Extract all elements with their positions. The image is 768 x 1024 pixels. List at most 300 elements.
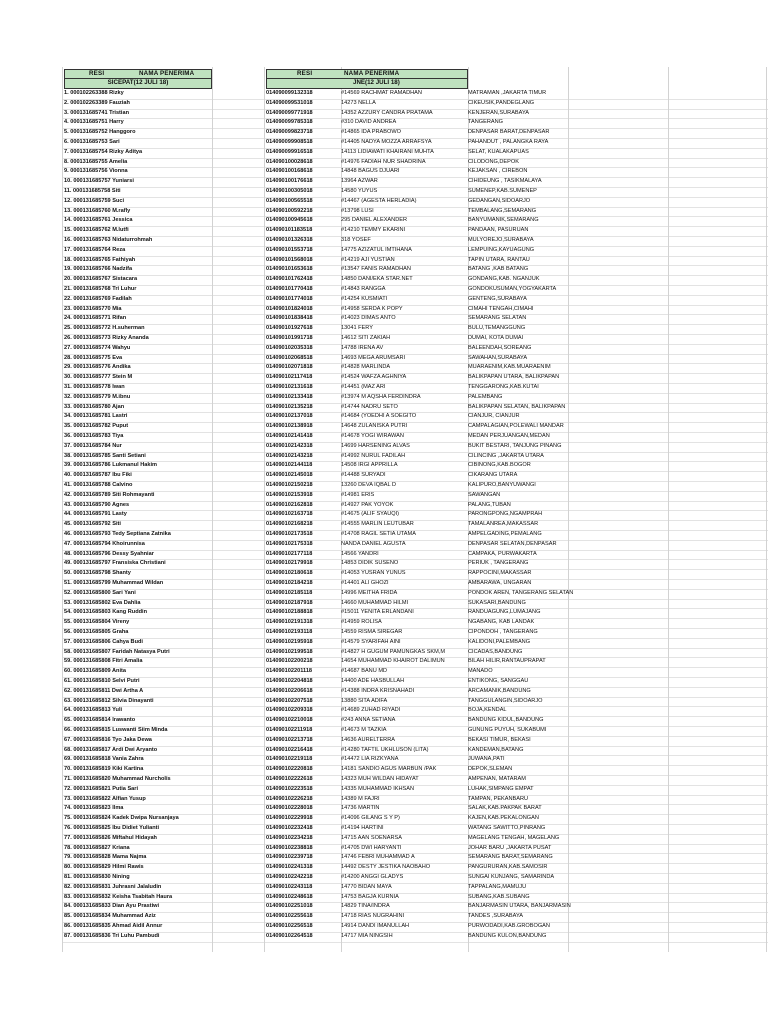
right-row-resi: 014090099916518: [266, 148, 313, 155]
right-row-resi: 014090102173518: [266, 531, 313, 537]
left-row: 29. 000131685776 Andika: [64, 364, 131, 371]
left-row: 20. 000131685767 Sistacara: [64, 276, 138, 283]
right-row-resi: 014090099908518: [266, 139, 313, 145]
right-row-name: #14200 ANGGI GLADYS: [341, 874, 404, 880]
right-row-city: PURWODADI,KAB.GROBOGAN: [468, 923, 550, 929]
right-row-resi: 014090102150218: [266, 482, 313, 488]
right-row-resi: 014090102220818: [266, 766, 313, 773]
left-row: 63. 000131685812 Silvia Dinayanti: [64, 697, 154, 704]
left-row: 60. 000131685809 Anita: [64, 668, 126, 675]
right-row-resi: 014090101568018: [266, 256, 313, 263]
left-row: 52. 000131685800 Sari Yani: [64, 589, 136, 596]
right-row-resi: 014090102201118: [266, 668, 313, 675]
right-row-city: DUMAI, KOTA DUMAI: [468, 335, 524, 341]
right-row-resi: 014090102163718: [266, 511, 313, 518]
left-row: 64. 000131685813 Yuli: [64, 707, 123, 714]
right-row-resi: 014090102251018: [266, 903, 313, 910]
right-row-name: #310 DAVID ANDREA: [341, 119, 397, 126]
right-row-city: KALIDONI,PALEMBANG: [468, 638, 531, 645]
right-row-resi: 014090102175318: [266, 540, 313, 547]
column-gridline: [766, 67, 767, 952]
right-row-name: #14705 DWI HARYANTI: [341, 844, 402, 851]
right-row-resi: 014090102179918: [266, 560, 313, 567]
left-row: 18. 000131685765 Fathiyah: [64, 256, 136, 263]
left-row: 28. 000131685775 Eva: [64, 354, 123, 361]
right-row-name: #14210 TEMMY EKARINI: [341, 227, 406, 234]
right-row-city: TAPPALANG,MAMUJU: [468, 883, 527, 890]
right-row-name: 13880 SITA ADIFA: [341, 697, 388, 704]
left-row: 37. 000131685784 Nur: [64, 442, 122, 449]
right-row-resi: 014090101824018: [266, 305, 313, 312]
right-row-name: #14194 HARTINI: [341, 825, 384, 831]
left-row: 39. 000131685786 Lukmanul Hakim: [64, 462, 157, 469]
right-row-name: #14053 YUSRAN YUNUS: [341, 570, 406, 577]
right-row-resi: 014090102187918: [266, 599, 313, 606]
right-row-name: 14566 YANDRI: [341, 550, 379, 557]
left-row: 16. 000131685763 Nidaturrohmah: [64, 237, 153, 243]
right-row-name: #14744 NADRU SETO: [341, 403, 398, 410]
right-row-city: WATANG SAWITTO,PINRANG: [468, 825, 546, 831]
right-row-name: #14401 ALI GHOZI: [341, 580, 389, 586]
right-row-city: BEKASI TIMUR, BEKASI: [468, 736, 531, 743]
right-row-name: #15011 YENITA ERLANDANI: [341, 609, 414, 616]
right-row-resi: 014090099132318: [266, 90, 313, 96]
right-row-resi: 014090101183518: [266, 227, 313, 234]
right-row-city: PARONGPONG,NGAMPRAH: [468, 511, 543, 518]
right-row-resi: 014090102241318: [266, 864, 313, 871]
right-row-resi: 014090102223518: [266, 785, 313, 792]
right-row-name: 14492 DESTY JESTIKA NAOBAHO: [341, 864, 431, 871]
left-row: 49. 000131685797 Fransiska Christiani: [64, 560, 166, 567]
right-row-city: AMBARAWA, UNGARAN: [468, 580, 532, 586]
right-row-resi: 014090100305018: [266, 188, 313, 194]
right-row-name: #14579 SYARIFAH AINI: [341, 638, 401, 645]
left-row: 24. 000131685771 Rifan: [64, 315, 127, 322]
right-header-resi: RESI: [297, 70, 313, 77]
right-row-resi: 014090102135218: [266, 403, 313, 410]
right-row-name: 295 DANIEL ALEXANDER: [341, 217, 408, 224]
right-row-name: #14976 FADIAH NUR SHADRINA: [341, 158, 426, 165]
left-row: 54. 000131685803 Kang Ruddin: [64, 609, 148, 616]
right-row-name: 14753 BAGJA KURNIA: [341, 893, 399, 900]
right-header: [266, 69, 468, 79]
right-row-resi: 014090102191318: [266, 619, 313, 626]
right-row-resi: 014090102210018: [266, 717, 313, 724]
right-row-resi: 014090101762418: [266, 276, 313, 283]
left-row: 44. 000131685791 Lasty: [64, 511, 127, 518]
left-row: 61. 000131685810 Selvi Putri: [64, 678, 140, 684]
right-row-name: 14718 RIAS NUGRAHINI: [341, 913, 405, 920]
right-row-resi: 014090102068518: [266, 354, 313, 361]
right-row-resi: 014090102117418: [266, 374, 313, 381]
right-row-city: CIPONDOH , TANGERANG: [468, 629, 538, 635]
right-row-city: SAWAHAN,SURABAYA: [468, 354, 528, 361]
left-row: 66. 000131685815 Luswanti Siim Minda: [64, 727, 168, 733]
right-row-name: #14254 KUSMIATI: [341, 295, 388, 302]
right-row-city: BATANG ,KAB BATANG: [468, 266, 529, 273]
right-row-name: #14388 INDRA KRISNAHADI: [341, 687, 415, 694]
right-row-city: SALAK,KAB.PAKPAK BARAT: [468, 805, 542, 812]
right-row-resi: 014090102255618: [266, 913, 313, 920]
right-row-resi: 014090102177118: [266, 550, 313, 557]
column-gridline: [62, 67, 63, 952]
right-row-name: 14699 HARSENING ALVAS: [341, 442, 410, 449]
right-row-city: KENJERAN,SURABAYA: [468, 109, 530, 116]
right-subheader: JNE(12 JULI 18): [266, 79, 468, 89]
left-row: 62. 000131685811 Dwi Artha A: [64, 687, 144, 694]
right-row-name: 14717 MIA NINGSIH: [341, 932, 393, 939]
column-gridline: [212, 67, 213, 952]
right-row-resi: 014090102207518: [266, 697, 313, 704]
right-row-resi: 014090102239718: [266, 854, 313, 861]
right-row-city: GUNUNG PUYUH, SUKABUMI: [468, 727, 547, 733]
left-row: 51. 000131685799 Muhammad Wildan: [64, 580, 164, 586]
left-row: 1. 000102263388 Rizky: [64, 90, 124, 96]
right-row-resi: 014090102137018: [266, 413, 313, 420]
right-row-resi: 014090101991718: [266, 335, 313, 341]
right-row-name: 14508 IRGI APPRILLA: [341, 462, 398, 469]
right-row-city: BUKIT BESTARI, TANJUNG PINANG: [468, 442, 562, 449]
right-row-name: 14788 IRENA AV: [341, 344, 384, 351]
right-row-city: TENGGARONG,KAB.KUTAI: [468, 384, 539, 390]
right-row-name: #14689 ZUHAD RIYADI: [341, 707, 401, 714]
right-row-city: AMPENAN, MATARAM: [468, 776, 526, 782]
right-row-city: MATRAMAN ,JAKARTA TIMUR: [468, 90, 547, 96]
right-row-name: #14219 AJI YUSTIAN: [341, 256, 395, 263]
right-row-city: PERIUK , TANGERANG: [468, 560, 529, 567]
left-row: 8. 000131685755 Amelia: [64, 158, 128, 165]
right-row-name: 14770 BIDAN MAYA: [341, 883, 392, 890]
right-row-name: 14914 DANDI IMANULLAH: [341, 923, 410, 929]
left-row: 55. 000131685804 Vireny: [64, 619, 130, 626]
right-row-city: ARCAMANIK,BANDUNG: [468, 687, 531, 694]
right-row-name: #13798 LUSI: [341, 207, 374, 214]
right-row-name: 14746 FEBRI MUHAMMAD A: [341, 854, 415, 861]
right-row-city: TAPIN UTARA, RANTAU: [468, 256, 530, 263]
left-row: 4. 000131685751 Harry: [64, 119, 124, 126]
right-row-name: #14959 ROLISA: [341, 619, 382, 626]
left-row: 34. 000131685781 Lastri: [64, 413, 128, 420]
right-row-city: MANADO: [468, 668, 493, 675]
right-row-resi: 014090101774018: [266, 295, 313, 302]
left-row: 65. 000131685814 Irawanto: [64, 717, 136, 724]
right-row-resi: 014090101838418: [266, 315, 313, 322]
right-row-resi: 014090099823718: [266, 129, 313, 136]
right-row-name: #14828 MARLINDA: [341, 364, 391, 371]
right-row-name: #14569 RACHMAT RAMADHAN: [341, 90, 422, 96]
right-row-city: CIMAHI TENGAH,CIMAHI: [468, 305, 534, 312]
right-row-name: #14467 (AGESTA HERLADIA): [341, 197, 417, 204]
column-gridline: [264, 67, 265, 952]
right-row-resi: 014090102219118: [266, 756, 313, 763]
right-row-resi: 014090099785318: [266, 119, 313, 126]
right-row-name: 14775 AZIZATUL IMTIHANA: [341, 246, 412, 253]
left-row: 71. 000131685820 Muhammad Nurcholis: [64, 776, 171, 782]
left-header-nama: NAMA PENERIMA: [139, 70, 195, 77]
right-row-city: NGABANG, KAB LANDAK: [468, 619, 535, 626]
right-row-city: CICADAS,BANDUNG: [468, 648, 523, 655]
left-row: 74. 000131685823 Ilma: [64, 805, 124, 812]
right-row-name: #14488 SURYADI: [341, 472, 386, 479]
left-row: 41. 000131685788 Calvino: [64, 482, 133, 488]
right-row-name: 14848 BAGUS DJUARI: [341, 168, 400, 175]
right-row-resi: 014090102206618: [266, 687, 313, 694]
right-row-name: 13041 FERY: [341, 325, 373, 332]
right-row-name: #14865 IDA PRABOWO: [341, 129, 402, 136]
right-row-city: BANJARMASIN UTARA, BANJARMASIN: [468, 903, 571, 910]
right-row-city: BALIKPAPAN SELATAN, BALIKPAPAN: [468, 403, 566, 410]
right-row-city: TANGERANG: [468, 119, 504, 126]
right-row-city: GEDANGAN,SIDOARJO: [468, 197, 531, 204]
right-row-city: BILAH HILIR,RANTAUPRAPAT: [468, 658, 546, 665]
right-row-resi: 014090102153918: [266, 491, 313, 498]
left-row: 59. 000131685808 Fitri Amalia: [64, 658, 143, 665]
left-row: 21. 000131685768 Tri Luhur: [64, 286, 137, 292]
right-row-resi: 014090102232418: [266, 825, 313, 831]
left-row: 73. 000131685822 Alfian Yusup: [64, 795, 146, 802]
right-row-resi: 014090102200218: [266, 658, 313, 665]
right-row-city: CAMPALAGIAN,POLEWALI MANDAR: [468, 423, 564, 430]
left-row: 70. 000131685819 Kiki Kartina: [64, 766, 144, 773]
right-row-name: 14612 SITI ZAKIAH: [341, 335, 391, 341]
right-row-city: PALANG,TUBAN: [468, 501, 511, 508]
right-row-resi: 014090102216418: [266, 746, 313, 753]
right-row-city: CIBINONG,KAB.BOGOR: [468, 462, 531, 469]
right-row-name: #14684 (YOEDHI A SOEGITO: [341, 413, 417, 420]
right-row-name: #14675 (ALIF SYAUQI): [341, 511, 400, 518]
right-row-name: 14323 MUH WILDAN HIDAYAT: [341, 776, 419, 782]
left-row: 2. 000102263389 Fauziah: [64, 99, 130, 106]
right-row-city: GONDOKUSUMAN,YOGYAKARTA: [468, 286, 557, 292]
right-row-resi: 014090102242218: [266, 874, 313, 880]
left-row: 79. 000131685828 Mama Najma: [64, 854, 147, 861]
left-row: 85. 000131685834 Muhammad Aziz: [64, 913, 156, 920]
right-row-name: #14451 (MAZ ARI: [341, 384, 386, 390]
left-row: 53. 000131685802 Eva Dahlia: [64, 599, 141, 606]
right-row-name: 14850 DANI/EKA STAR.NET: [341, 276, 413, 283]
right-row-city: DENPASAR BARAT,DENPASAR: [468, 129, 550, 136]
right-row-city: ENTIKONG, SANGGAU: [468, 678, 529, 684]
right-row-resi: 014090100168618: [266, 168, 313, 175]
right-row-city: PANDAAN, PASURUAN: [468, 227, 529, 234]
right-row-resi: 014090101553718: [266, 246, 313, 253]
right-row-city: KALIPURO,BANYUWANGI: [468, 482, 536, 488]
right-row-name: 14273 NELLA: [341, 99, 376, 106]
right-row-city: SUNGAI KUNJANG, SAMARINDA: [468, 874, 555, 880]
right-row-city: BOJA,KENDAL: [468, 707, 507, 714]
right-row-city: BULU,TEMANGGUNG: [468, 325, 526, 332]
left-header-resi: RESI: [89, 70, 105, 77]
left-row: 10. 000131685757 Yuniarsi: [64, 178, 134, 185]
left-row: 77. 000131685826 Miftahul Hidayah: [64, 834, 157, 841]
right-row-city: DEPOK,SLEMAN: [468, 766, 513, 773]
right-row-city: MAGELANG TENGAH, MAGELANG: [468, 834, 560, 841]
right-row-name: #14280 TAFTIL UKHLUSON (LITA): [341, 746, 429, 753]
left-row: 50. 000131685798 Shanty: [64, 570, 131, 577]
right-row-city: BALEENDAH,SOREANG: [468, 344, 532, 351]
left-row: 82. 000131685831 Juhrasni Jalaludin: [64, 883, 162, 890]
right-row-name: 13260 DEVA IQBAL D: [341, 482, 397, 488]
left-row: 48. 000131685796 Dessy Syahniar: [64, 550, 154, 557]
right-row-resi: 014090101326318: [266, 237, 313, 243]
left-row: 80. 000131685829 Hilmi Rawis: [64, 864, 144, 871]
left-row: 13. 000131685760 M.rafly: [64, 207, 131, 214]
right-row-resi: 014090102248618: [266, 893, 313, 900]
right-row-name: #14472 LIA RIZKYANA: [341, 756, 399, 763]
right-row-city: TANGGULANGIN,SIDOARJO: [468, 697, 543, 704]
right-row-name: 14352 AZZURY CANDRA PRATAMA: [341, 109, 433, 116]
left-row: 14. 000131685761 Jessica: [64, 217, 133, 224]
left-row: 9. 000131685756 Vionna: [64, 168, 128, 175]
right-header-nama: NAMA PENERIMA: [344, 70, 400, 77]
right-row-resi: 014090101770418: [266, 286, 313, 292]
right-row-name: #243 ANNA SETIANA: [341, 717, 396, 724]
right-row-city: PALEMBANG: [468, 393, 503, 400]
right-row-city: BALIKPAPAN UTARA, BALIKPAPAN: [468, 374, 560, 381]
right-row-resi: 014090102184218: [266, 580, 313, 586]
right-row-city: JOHAR BARU ,JAKARTA PUSAT: [468, 844, 552, 851]
right-row-city: KEJAKSAN , CIREBON: [468, 168, 528, 175]
right-row-name: 14113 LIDIAWATI KHAIRANI MUHTA: [341, 148, 434, 155]
right-row-resi: 014090102226218: [266, 795, 313, 802]
right-row-city: TAMALANREA,MAKASSAR: [468, 521, 539, 528]
right-row-resi: 014090102168218: [266, 521, 313, 528]
right-row-city: TAMPAN, PEKANBARU: [468, 795, 529, 802]
right-row-resi: 014090102133418: [266, 393, 313, 400]
left-row: 19. 000131685766 Nadzifa: [64, 266, 133, 273]
right-row-city: TEMBALANG,SEMARANG: [468, 207, 537, 214]
right-row-city: RAPPOCINI,MAKASSAR: [468, 570, 532, 577]
left-row: 81. 000131685830 Nining: [64, 874, 130, 880]
left-row: 35. 000131685782 Puput: [64, 423, 129, 430]
left-row: 69. 000131685818 Vania Zahra: [64, 756, 144, 763]
right-row-city: CILINCING ,JAKARTA UTARA: [468, 452, 544, 459]
left-row: 56. 000131685805 Graha: [64, 629, 129, 635]
left-row: 33. 000131685780 Ajan: [64, 403, 125, 410]
left-row: 76. 000131685825 Ibu Didiet Yulianti: [64, 825, 160, 831]
left-row: 84. 000131685833 Dian Ayu Prastiwi: [64, 903, 160, 910]
right-row-resi: 014090102188818: [266, 609, 313, 616]
right-row-city: MEDAN PERJUANGAN,MEDAN: [468, 433, 550, 439]
right-row-resi: 014090100592218: [266, 207, 313, 214]
right-row-city: SUKASARI,BANDUNG: [468, 599, 526, 606]
right-row-city: SUBANG,KAB.SUBANG: [468, 893, 530, 900]
right-row-resi: 014090102193118: [266, 629, 313, 635]
left-row: 27. 000131685774 Wahyu: [64, 344, 131, 351]
right-row-name: 14648 ZULANISKA PUTRI: [341, 423, 408, 430]
right-row-city: LEMPUING,KAYUAGUNG: [468, 246, 535, 253]
left-row: 43. 000131685790 Agnes: [64, 501, 130, 508]
right-row-name: #13547 FANIS RAMADHAN: [341, 266, 411, 273]
left-row: 30. 000131685777 Stein M: [64, 374, 133, 381]
right-row-resi: 014090100176618: [266, 178, 313, 185]
left-row: 31. 000131685778 Iwan: [64, 384, 125, 390]
right-row-name: 14389 M FAJRI: [341, 795, 380, 802]
left-row: 72. 000131685821 Putia Sari: [64, 785, 139, 792]
right-row-city: TANDES ,SURABAYA: [468, 913, 524, 920]
right-row-resi: 014090102228018: [266, 805, 313, 812]
right-row-name: #14992 NURUL FADILAH: [341, 452, 406, 459]
left-row: 25. 000131685772 H.suherman: [64, 325, 145, 332]
right-row-city: KAJEN,KAB.PEKALONGAN: [468, 815, 539, 822]
right-row-resi: 014090102162818: [266, 501, 313, 508]
right-row-name: #14687 BANU MD: [341, 668, 388, 675]
right-row-city: SEMARANG BARAT,SEMARANG: [468, 854, 553, 861]
left-row: 38. 000131685785 Santi Setiani: [64, 452, 146, 459]
right-row-city: GONDANG,KAB. NGANJUK: [468, 276, 540, 283]
right-row-name: #14708 RAGIL SETIA UTAMA: [341, 531, 416, 537]
right-row-name: 14181 SANDIO AGUS MARBUN /PAK: [341, 766, 437, 773]
right-row-resi: 014090102141418: [266, 433, 313, 439]
right-row-resi: 014090100945618: [266, 217, 313, 224]
right-row-city: PANGURURAN,KAB.SAMOSIR: [468, 864, 548, 871]
left-row: 47. 000131685794 Khoirunnisa: [64, 540, 145, 547]
right-row-name: #14958 SERDA K POPY: [341, 305, 403, 312]
right-row-city: MULYOREJO,SURABAYA: [468, 237, 534, 243]
right-row-name: 14829 TINA/INDRA: [341, 903, 390, 910]
right-row-name: #14023 DIMAS ANTO: [341, 315, 396, 322]
left-row: 22. 000131685769 Fadilah: [64, 295, 132, 302]
right-row-city: BANYUMANIK,SEMARANG: [468, 217, 539, 224]
right-row-resi: 014090102234218: [266, 834, 313, 841]
right-row-city: BANDUNG KULON,BANDUNG: [468, 932, 547, 939]
right-row-resi: 014090099531018: [266, 99, 313, 106]
left-row: 87. 000131685836 Tri Luhu Pambudi: [64, 932, 160, 939]
left-row: 75. 000131685824 Kadek Dwipa Nursanjaya: [64, 815, 179, 822]
right-row-city: CIKARANG UTARA: [468, 472, 518, 479]
left-row: 86. 000131685835 Ahmad Aidil Annur: [64, 923, 163, 929]
left-row: 46. 000131685793 Tedy Septiana Zatnika: [64, 531, 171, 537]
left-row: 32. 000131685779 M.ibnu: [64, 393, 131, 400]
right-row-city: KANDEMAN,BATANG: [468, 746, 524, 753]
left-row: 83. 000131685832 Keisha Tsabitah Haura: [64, 893, 173, 900]
right-row-name: #14405 NADYA MOZZA ARRAFSYA: [341, 139, 432, 145]
left-row: 45. 000131685792 Siti: [64, 521, 121, 528]
right-row-name: 318 YOSEF: [341, 237, 371, 243]
right-row-resi: 014090101653618: [266, 266, 313, 273]
right-row-name: #14673 M TAZKIA: [341, 727, 387, 733]
right-row-name: #14096 GILANG S Y P): [341, 815, 400, 822]
right-row-name: 14693 MEGA ARUMSARI: [341, 354, 406, 361]
right-row-name: 14736 MARTIN: [341, 805, 380, 812]
right-row-name: 13964 AZWAR: [341, 178, 378, 185]
right-row-resi: 014090102180618: [266, 570, 313, 577]
right-row-resi: 014090102195918: [266, 638, 313, 645]
right-row-city: BANDUNG KIDUL,BANDUNG: [468, 717, 544, 724]
left-row: 23. 000131685770 Mia: [64, 305, 122, 312]
right-row-name: #14981 ERIS: [341, 491, 375, 498]
right-row-name: 14580 YUYUS: [341, 188, 378, 194]
right-row-name: 14715 AAN SOENARSA: [341, 834, 402, 841]
right-row-resi: 014090102229918: [266, 815, 313, 822]
left-row: 26. 000131685773 Rizky Ananda: [64, 335, 149, 341]
right-row-name: 14400 ADE HASBULLAH: [341, 678, 405, 684]
right-row-name: 14853 DIDIK SUSENO: [341, 560, 399, 567]
right-row-resi: 014090102138918: [266, 423, 313, 430]
right-row-name: 14660 MUHAMMAD HILMI: [341, 599, 409, 606]
left-row: 68. 000131685817 Ardi Dwi Aryanto: [64, 746, 158, 753]
left-row: 78. 000131685827 Kriana: [64, 844, 130, 851]
right-row-resi: 014090102185118: [266, 589, 313, 596]
right-row-city: CAMPAKA, PURWAKARTA: [468, 550, 537, 557]
left-row: 17. 000131685764 Reza: [64, 246, 126, 253]
left-row: 3. 000131685741 Tristian: [64, 109, 129, 116]
right-row-resi: 014090102143218: [266, 452, 313, 459]
right-row-resi: 014090099771918: [266, 109, 313, 116]
right-row-city: AMPELGADING,PEMALANG: [468, 531, 542, 537]
right-row-city: SEMARANG SELATAN: [468, 315, 527, 322]
right-row-name: #14678 YOGI WIRAWAN: [341, 433, 404, 439]
